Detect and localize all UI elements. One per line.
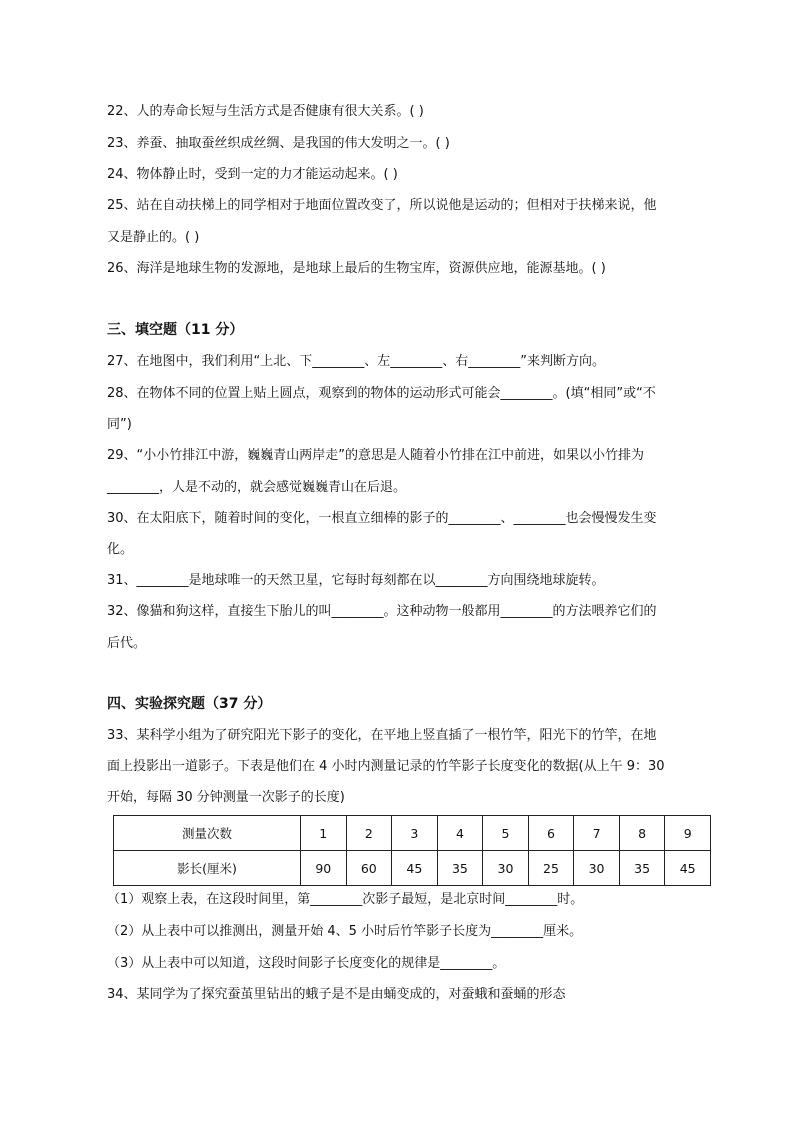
table-cell: 3 (392, 816, 438, 851)
table-cell: 60 (346, 851, 392, 886)
line-q33-3: 开始，每隔 30 分钟测量一次影子的长度) (107, 790, 345, 805)
line-q22: 22、人的寿命长短与生活方式是否健康有很大关系。( ) (107, 104, 424, 119)
line-q29-2: ________，人是不动的，就会感觉巍巍青山在后退。 (107, 480, 407, 495)
table-row-header: 测量次数 (114, 816, 301, 851)
table-cell: 6 (528, 816, 574, 851)
line-q33-1: 33、某科学小组为了研究阳光下影子的变化，在平地上竖直插了一根竹竿，阳光下的竹竿，在地 (107, 728, 657, 743)
table-cell: 45 (665, 851, 711, 886)
table-row-header: 影长(厘米) (114, 851, 301, 886)
line-q30-1: 30、在太阳底下，随着时间的变化，一根直立细棒的影子的________、________也会慢慢发生变 (107, 511, 657, 526)
table-cell: 35 (619, 851, 665, 886)
table-cell: 45 (392, 851, 438, 886)
table-cell: 4 (437, 816, 483, 851)
line-q23: 23、养蚕、抽取蚕丝织成丝绸、是我国的伟大发明之一。( ) (107, 136, 450, 151)
line-q33-sub2: （2）从上表中可以推测出，测量开始 4、5 小时后竹竿影子长度为________厘米。 (107, 924, 583, 939)
table-cell: 25 (528, 851, 574, 886)
line-q33-sub1: （1）观察上表，在这段时间里，第________次影子最短，是北京时间________时。 (107, 892, 584, 907)
table-row-shadow-length (114, 851, 711, 886)
line-q33-sub3: （3）从上表中可以知道，这段时间影子长度变化的规律是________。 (107, 956, 506, 971)
line-q29-1: 29、“小小竹排江中游，巍巍青山两岸走”的意思是人随着小竹排在江中前进，如果以小竹排为 (107, 448, 645, 463)
line-q33-2: 面上投影出一道影子。下表是他们在 4 小时内测量记录的竹竿影子长度变化的数据(从上午 9：30 (107, 759, 665, 774)
line-q25-2: 又是静止的。( ) (107, 230, 200, 245)
section-4-title: 四、实验探究题（37 分） (107, 696, 272, 712)
line-q28-1: 28、在物体不同的位置上贴上圆点，观察到的物体的运动形式可能会________。(填“相同”或“不 (107, 386, 656, 401)
line-q26: 26、海洋是地球生物的发源地，是地球上最后的生物宝库，资源供应地，能源基地。( ) (107, 261, 606, 276)
table-row-measurement-count (114, 816, 711, 851)
line-q32-2: 后代。 (107, 636, 147, 651)
line-q30-2: 化。 (107, 542, 134, 557)
table-cell: 30 (574, 851, 620, 886)
table-cell: 5 (483, 816, 529, 851)
table-cell: 35 (437, 851, 483, 886)
table-cell: 1 (301, 816, 347, 851)
section-3-title: 三、填空题（11 分） (107, 322, 244, 338)
table-cell: 8 (619, 816, 665, 851)
table-cell: 9 (665, 816, 711, 851)
shadow-length-table (113, 815, 711, 886)
line-q27: 27、在地图中，我们利用“上北、下________、左________、右________”来判断方向。 (107, 354, 606, 369)
line-q31: 31、________是地球唯一的天然卫星，它每时每刻都在以________方向围绕地球旋转。 (107, 573, 605, 588)
line-q28-2: 同”) (107, 417, 132, 432)
line-q34: 34、某同学为了探究蚕茧里钻出的蛾子是不是由蛹变成的，对蚕蛾和蚕蛹的形态 (107, 987, 566, 1002)
table-cell: 30 (483, 851, 529, 886)
line-q32-1: 32、像猫和狗这样，直接生下胎儿的叫________。这种动物一般都用________的方法喂养它们的 (107, 604, 657, 619)
table-cell: 2 (346, 816, 392, 851)
table-cell: 7 (574, 816, 620, 851)
line-q25-1: 25、站在自动扶梯上的同学相对于地面位置改变了，所以说他是运动的；但相对于扶梯来说，他 (107, 198, 657, 213)
table-cell: 90 (301, 851, 347, 886)
line-q24: 24、物体静止时，受到一定的力才能运动起来。( ) (107, 167, 398, 182)
